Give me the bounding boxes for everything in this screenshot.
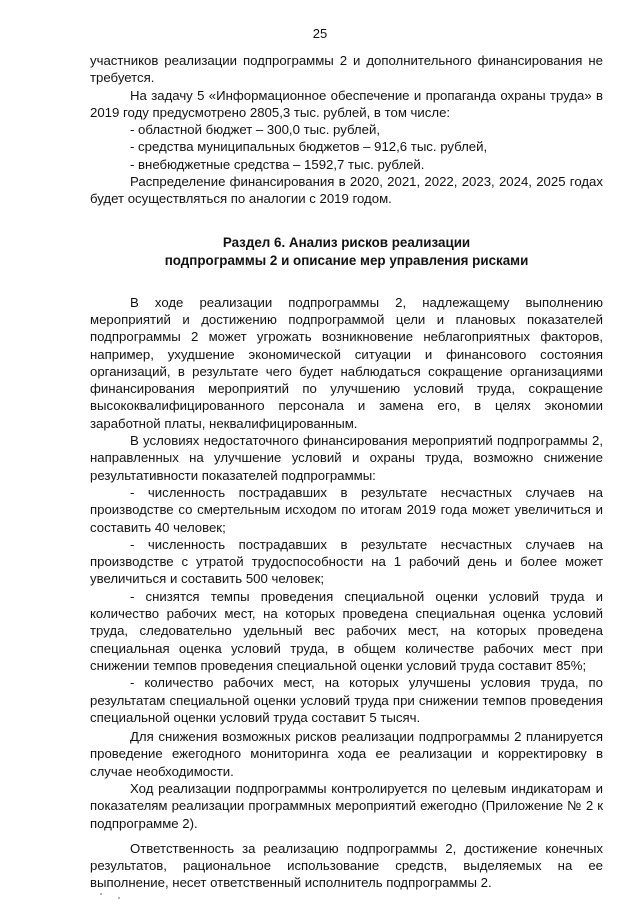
scan-speck	[100, 893, 102, 895]
funding-item-municipal: - средства муниципальных бюджетов – 912,6 тыс. рублей,	[130, 139, 488, 155]
risk-paragraph-2: В условиях недостаточного финансирования мероприятий подпрограммы 2, направленных на улучшение условий и охраны труда, возможно снижение результативности показателей подпрограммы:	[90, 433, 603, 483]
section-title-line-1: Раздел 6. Анализ рисков реализации	[222, 234, 471, 250]
monitoring-paragraph: Для снижения возможных рисков реализации подпрограммы 2 планируется проведение ежегодного мониторинга хода ее реализации и корректировку в случае необходимости.	[90, 729, 603, 779]
risk-item-improved-workplaces: - количество рабочих мест, на которых улучшены условия труда, по результатам специальной оценки условий труда при снижении темпов проведения специальной оценки условий труда составит 5 тысяч.	[90, 675, 603, 725]
section-title-line-2: подпрограммы 2 и описание мер управления рисками	[164, 252, 529, 268]
document-body	[90, 52, 603, 892]
intro-paragraph-1: участников реализации подпрограммы 2 и дополнительного финансирования не требуется.	[90, 53, 603, 86]
risk-item-disability-accidents: - численность пострадавших в результате несчастных случаев на производстве с утратой трудоспособности на 1 рабочий день и более может увеличиться и составить 500 человек;	[90, 536, 603, 587]
risk-item-fatal-accidents: - численность пострадавших в результате несчастных случаев на производстве со смертельным исходом по итогам 2019 года может увеличиться и составить 40 человек;	[90, 484, 603, 535]
section-heading	[90, 234, 603, 270]
funding-item-extrabudgetary: - внебюджетные средства – 1592,7 тыс. рублей.	[130, 156, 425, 172]
intro-paragraph-2: На задачу 5 «Информационное обеспечение и пропаганда охраны труда» в 2019 году предусмотрено 2805,3 тыс. рублей, в том числе:	[90, 87, 603, 120]
scan-speck	[118, 897, 120, 899]
risk-item-assessment-pace: - снизятся темпы проведения специальной оценки условий труда и количество рабочих мест, на которых проведена специальная оценка условий труда, следовательно удельный вес рабочих мест, на которых проведена специальная оценка условий труда, в общем количестве рабочих мест при снижении темпов проведения специальной оценки условий труда составит 85%;	[90, 588, 603, 673]
responsibility-paragraph: Ответственность за реализацию подпрограммы 2, достижение конечных результатов, рациональное использование средств, выделяемых на ее выполнение, несет ответственный исполнитель подпрограммы 2.	[90, 840, 603, 891]
intro-paragraph-3: Распределение финансирования в 2020, 2021, 2022, 2023, 2024, 2025 годах будет осуществляться по аналогии с 2019 годом.	[90, 174, 603, 207]
page-number: 25	[312, 26, 328, 41]
risk-paragraph-1: В ходе реализации подпрограммы 2, надлежащему выполнению мероприятий и достижению подпрограммой цели и плановых показателей подпрограммы 2 может угрожать возникновение неблагоприятных факторов, например, ухудшение экономической ситуации и финансового состояния организаций, в результате чего будет наблюдаться сокращение организациями финансирования мероприятий по улучшению условий труда, сокращение высококвалифицированного персонала и замена его, в целях экономии заработной платы, неквалифицированным.	[90, 294, 603, 431]
funding-item-regional: - областной бюджет – 300,0 тыс. рублей,	[130, 122, 380, 138]
control-paragraph: Ход реализации подпрограммы контролируется по целевым индикаторам и показателям реализации программных мероприятий ежегодно (Приложение № 2 к подпрограмме 2).	[90, 780, 603, 831]
